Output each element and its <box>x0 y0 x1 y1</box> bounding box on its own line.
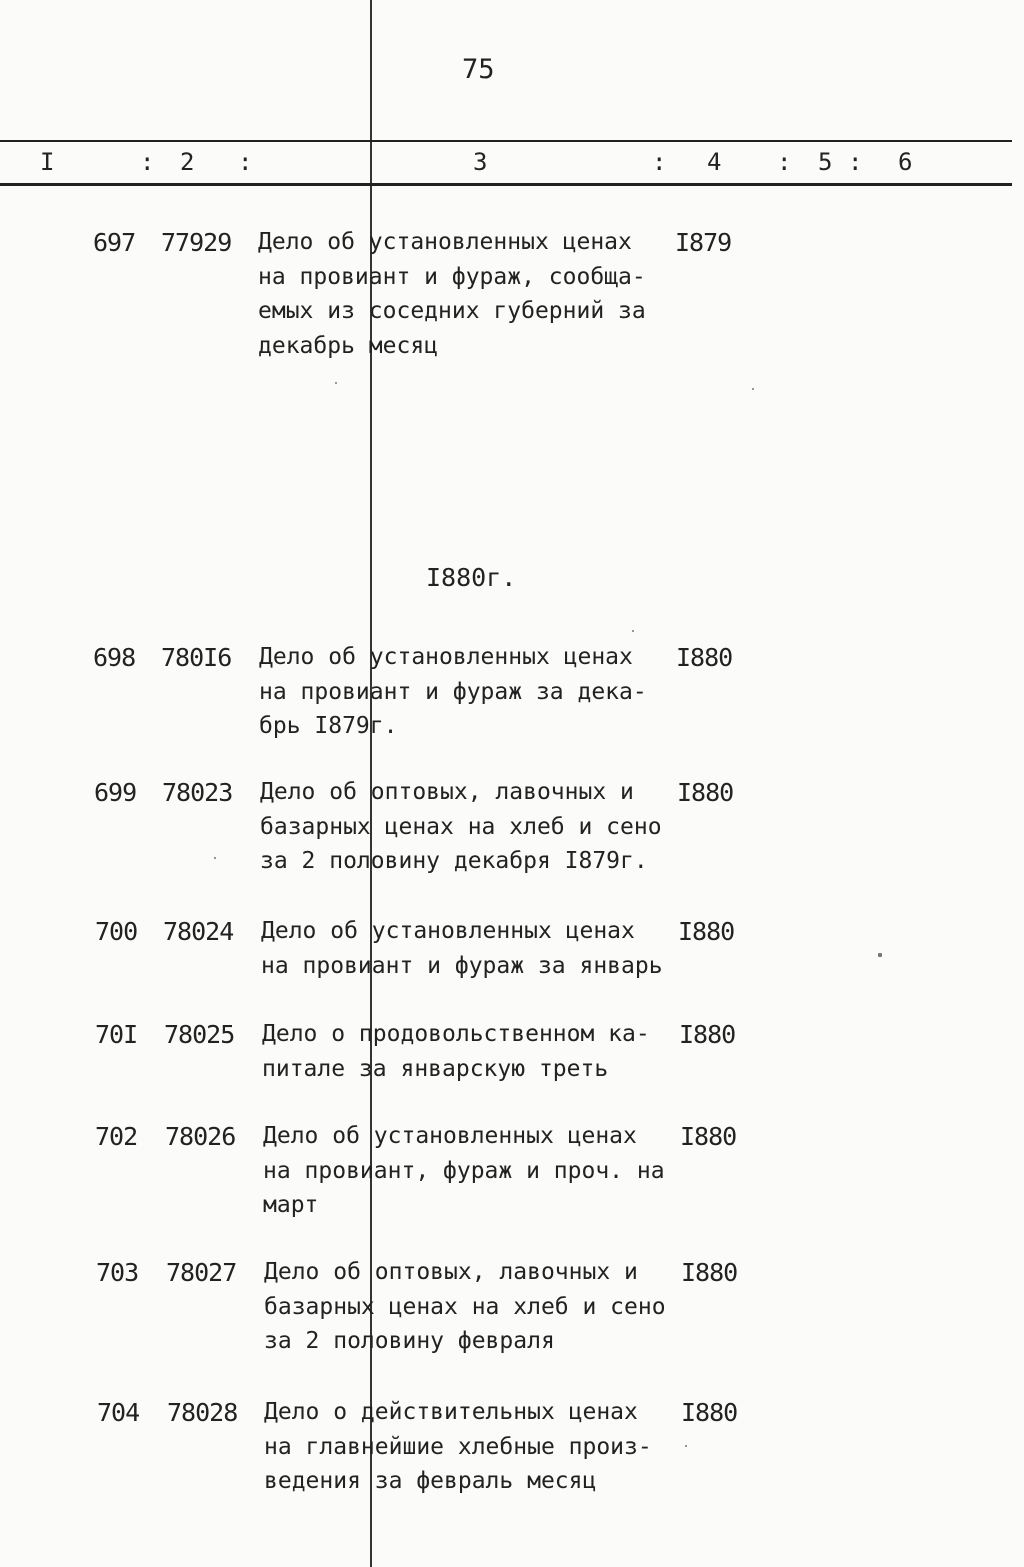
entry-year: I879 <box>675 228 732 257</box>
entry-description: Дело об оптовых, лавочных и базарных ценах на хлеб и сено за 2 половину февраля <box>264 1259 666 1354</box>
scan-speck <box>752 388 754 390</box>
archive-number: 78025 <box>164 1020 235 1049</box>
entry-number: 700 <box>95 917 138 946</box>
entry-year: I880 <box>676 643 733 672</box>
entry-description: Дело об установленных ценах на провиант и фураж за дека- брь I879г. <box>259 644 647 739</box>
header-sep: : <box>777 148 792 176</box>
entry-number: 70I <box>95 1020 138 1049</box>
entry-description: Дело об установленных ценах на провиант и фураж за январь <box>261 918 663 979</box>
entry-number: 704 <box>97 1398 140 1427</box>
entry-description: Дело об установленных ценах на провиант, фураж и проч. на март <box>263 1123 665 1218</box>
archive-number: 78023 <box>162 778 233 807</box>
entry-number: 699 <box>94 778 137 807</box>
entry-number: 697 <box>93 228 136 257</box>
header-col-6: 6 <box>898 148 913 176</box>
entry-year: I880 <box>681 1398 738 1427</box>
header-sep: : <box>140 148 155 176</box>
header-col-3: 3 <box>473 148 488 176</box>
header-sep: : <box>848 148 863 176</box>
entry-year: I880 <box>677 778 734 807</box>
header-col-4: 4 <box>707 148 722 176</box>
scan-speck <box>335 382 337 384</box>
header-col-2: 2 <box>180 148 195 176</box>
header-top-rule <box>0 140 1012 142</box>
header-col-1: I <box>40 148 55 176</box>
entry-number: 698 <box>93 643 136 672</box>
archive-number: 78028 <box>167 1398 238 1427</box>
archive-number: 78027 <box>166 1258 237 1287</box>
archive-number: 77929 <box>161 228 232 257</box>
entry-year: I880 <box>678 917 735 946</box>
header-bottom-rule <box>0 183 1012 186</box>
header-col-5: 5 <box>818 148 833 176</box>
page-number: 75 <box>462 54 495 85</box>
scan-speck <box>878 953 882 957</box>
archive-number: 780I6 <box>161 643 232 672</box>
entry-description: Дело о действительных ценах на главнейшие хлебные произ- ведения за февраль месяц <box>264 1399 652 1494</box>
entry-description: Дело об оптовых, лавочных и базарных ценах на хлеб и сено за 2 половину декабря I879г. <box>260 779 662 874</box>
header-sep: : <box>238 148 253 176</box>
entry-description: Дело об установленных ценах на провиант и фураж, сообща- емых из соседних губерний за декабрь месяц <box>258 229 646 359</box>
entry-number: 703 <box>96 1258 139 1287</box>
archive-number: 78026 <box>165 1122 236 1151</box>
entry-year: I880 <box>681 1258 738 1287</box>
entry-year: I880 <box>679 1020 736 1049</box>
entry-year: I880 <box>680 1122 737 1151</box>
entry-number: 702 <box>95 1122 138 1151</box>
scan-speck <box>632 630 634 632</box>
scan-speck <box>685 1445 687 1447</box>
section-title: I880г. <box>426 563 517 592</box>
header-sep: : <box>652 148 667 176</box>
entry-description: Дело о продовольственном ка- питале за январскую треть <box>262 1021 650 1082</box>
scan-speck <box>214 857 216 859</box>
archive-number: 78024 <box>163 917 234 946</box>
